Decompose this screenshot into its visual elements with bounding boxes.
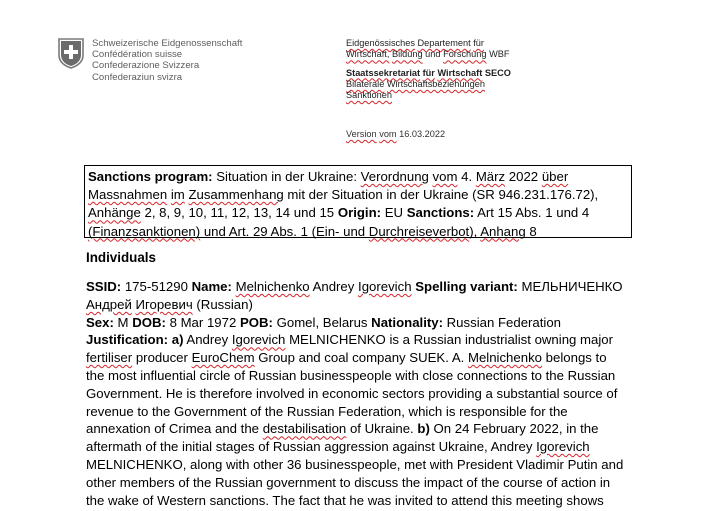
box-text: 2, 8, 9, 10, 11, 12, 13, 14 und 15 — [144, 205, 335, 221]
seco-word: Bilaterale — [346, 78, 385, 89]
box-text: über — [541, 169, 569, 184]
program-label: Sanctions program: — [88, 169, 213, 184]
justification-text: Group and coal company SUEK. A. — [258, 350, 465, 366]
entry-line-12: other members of the Russian government to discuss the impact of the course of action in — [86, 474, 611, 490]
department-block — [346, 38, 511, 101]
entry-line-7: Government. He is therefore involved in economic sectors providing a substantial source of — [86, 385, 618, 401]
dob-label: DOB: — [132, 314, 166, 330]
box-text: 2022 — [508, 169, 539, 184]
spelling-value: МЕЛЬНИЧЕНКО — [521, 279, 623, 294]
box-text: Anhang — [480, 223, 526, 239]
confederation-it: Confederazione Svizzera — [92, 60, 200, 72]
dept-word: und — [425, 49, 441, 60]
spelling-value: Андрей — [86, 296, 132, 312]
version-date — [346, 129, 445, 139]
box-text: Art 15 Abs. 1 und 4 — [477, 205, 590, 221]
box-text: im — [170, 187, 185, 203]
justification-text: annexation of Crimea and the — [86, 421, 260, 437]
dept-word: Eidgenössisches — [346, 38, 415, 48]
box-line-1 — [88, 168, 628, 186]
sanctions-program-box — [84, 165, 632, 238]
seco-word: Sanktionen — [346, 90, 392, 101]
justification-label: Justification: — [86, 332, 169, 348]
justification-text: Igorevich — [536, 439, 590, 455]
confederation-rm: Confederaziun svizra — [92, 71, 183, 83]
box-text: ), — [469, 223, 478, 239]
box-text: Situation in der Ukraine: — [216, 169, 357, 184]
seco-word: Wirtschaftsbeziehungen — [386, 78, 485, 89]
spelling-value: (Russian) — [196, 296, 253, 312]
entry-line-2 — [86, 296, 623, 314]
box-text: 8 — [529, 223, 537, 239]
seco-word: SECO — [484, 67, 511, 78]
box-text: vom — [432, 169, 458, 184]
confederation-de: Schweizerische Eidgenossenschaft — [92, 38, 243, 49]
entry-line-6: the most influential circle of Russian businesspeople with close connections to the Russian — [86, 367, 616, 383]
dept-word: Forschung — [443, 49, 487, 60]
box-line-3 — [88, 204, 628, 222]
box-text: mit der Situation in der Ukraine (SR 946.231.176.72), — [287, 187, 599, 203]
justification-b-label: b) — [417, 421, 430, 437]
department-line-2 — [346, 49, 511, 60]
individual-entry — [86, 278, 623, 509]
justification-text: belongs to — [545, 350, 607, 366]
dept-word: Wirtschaft, — [346, 49, 390, 60]
box-text: Verordnung — [360, 169, 429, 184]
justification-text: aftermath of the initial stages of Russian aggression against Ukraine, Andrey — [86, 439, 533, 455]
pob-label: POB: — [239, 314, 273, 330]
box-line-4 — [88, 223, 628, 241]
name-value: Melnichenko — [235, 279, 310, 294]
entry-line-8: revenue to the Government of the Russian Federation, which is responsible for the — [86, 403, 568, 419]
ssid-label: SSID: — [86, 279, 122, 294]
seco-word: für — [422, 67, 435, 78]
name-value: Andrey — [312, 279, 355, 294]
confederation-fr: Confédération suisse — [92, 49, 183, 61]
entry-line-5 — [86, 349, 623, 367]
justification-text: MELNICHENKO is a Russian industrialist owning major — [289, 332, 613, 348]
justification-text: fertiliser — [86, 350, 133, 366]
secretariat-line-3 — [346, 90, 511, 101]
version-word: vom — [379, 129, 397, 139]
box-text: März — [475, 169, 506, 184]
justification-a-label: a) — [171, 332, 184, 348]
nationality-label: Nationality: — [371, 314, 443, 330]
box-text: (Finanzsanktionen) — [88, 223, 201, 239]
origin-value: EU — [384, 205, 404, 221]
confederation-names — [92, 38, 242, 83]
box-line-2 — [88, 186, 628, 204]
secretariat-line-2 — [346, 79, 511, 90]
spelling-value: Игоревич — [135, 296, 193, 312]
spelling-label: Spelling variant: — [415, 279, 518, 294]
name-value: Igorevich — [358, 279, 412, 294]
justification-text: Andrey — [186, 332, 229, 348]
nationality-value: Russian Federation — [446, 314, 562, 330]
box-text: Zusammenhang — [188, 187, 284, 203]
entry-line-4 — [86, 331, 623, 349]
version-value: 16.03.2022 — [399, 129, 446, 139]
dept-word: Departement — [417, 38, 471, 48]
sex-label: Sex: — [86, 314, 114, 330]
entry-line-11: MELNICHENKO, along with other 36 businesspeople, met with President Vladimir Putin and — [86, 456, 624, 472]
box-text: Durchreiseverbot — [368, 223, 470, 239]
box-text: Anhänge — [88, 205, 141, 221]
entry-line-10 — [86, 438, 623, 456]
entry-line-1 — [86, 278, 623, 296]
entry-line-13: the wake of Western sanctions. The fact that he was invited to attend this meeting shows — [86, 492, 604, 508]
seco-word: Staatssekretariat — [346, 67, 421, 78]
department-line-1 — [346, 38, 511, 49]
dept-word: Bildung — [391, 49, 423, 60]
sanctions-label: Sanctions: — [406, 205, 475, 221]
dept-word: WBF — [489, 49, 510, 60]
entry-line-9 — [86, 420, 623, 438]
version-word: Version — [346, 129, 377, 139]
dob-value: 8 Mar 1972 — [169, 314, 237, 330]
seco-word: Wirtschaft — [437, 67, 483, 78]
name-label: Name: — [191, 279, 232, 294]
secretariat-line-1 — [346, 68, 511, 79]
justification-text: of Ukraine. — [349, 421, 414, 437]
swiss-crest-icon — [58, 38, 84, 69]
entry-line-3 — [86, 314, 623, 332]
box-text: Massnahmen — [88, 187, 168, 203]
box-text: und Art. 29 Abs. 1 (Ein- und — [203, 223, 366, 239]
box-text: 4. — [461, 169, 473, 184]
section-title: Individuals — [86, 250, 156, 265]
justification-text: destabilisation — [262, 421, 347, 437]
pob-value: Gomel, Belarus — [276, 314, 368, 330]
justification-text: EuroChem — [191, 350, 255, 366]
justification-text: On 24 February 2022, in the — [433, 421, 599, 437]
sex-value: M — [117, 314, 129, 330]
justification-text: Igorevich — [231, 332, 286, 348]
origin-label: Origin: — [337, 205, 382, 221]
ssid-value: 175-51290 — [124, 279, 188, 294]
dept-word: für — [473, 38, 484, 48]
justification-text: producer — [135, 350, 188, 366]
justification-text: Melnichenko — [467, 350, 542, 366]
